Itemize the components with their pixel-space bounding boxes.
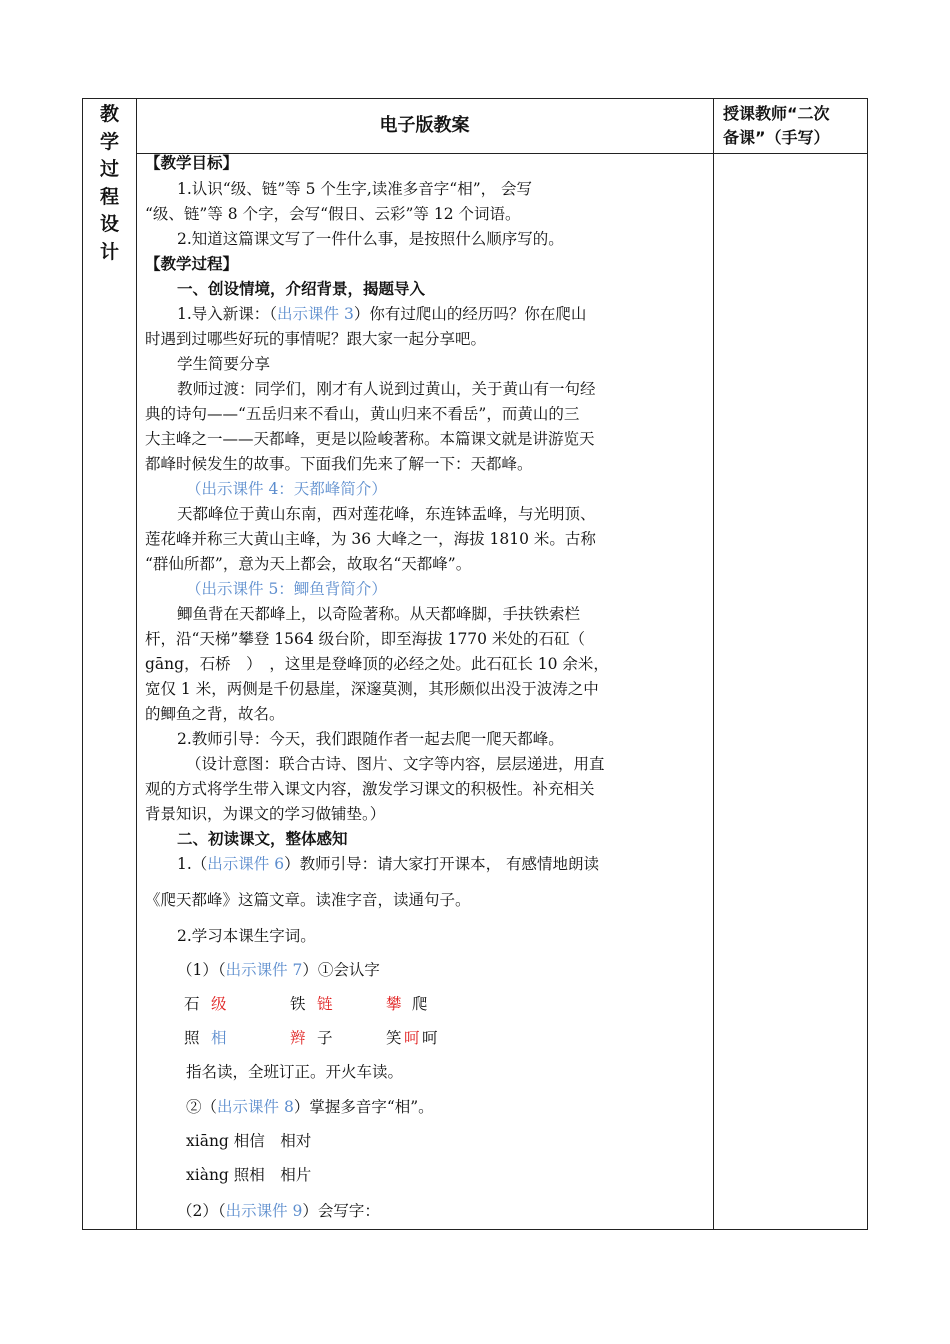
text-line — [177, 852, 599, 874]
text-line: 的鲫鱼之背，故名。 — [145, 705, 285, 723]
text-line: 背景知识，为课文的学习做铺垫。） — [145, 805, 386, 823]
vocab-char: 铁 — [290, 995, 306, 1013]
text-span: 1.导入新课：（ — [177, 305, 278, 323]
text-line: 指名读，全班订正。开火车读。 — [186, 1063, 404, 1081]
column-divider — [713, 99, 714, 1229]
vocab-char-polyphone: 相 — [211, 1029, 227, 1047]
text-line: 2.知道这篇课文写了一件什么事，是按照什么顺序写的。 — [177, 230, 564, 248]
courseware-link[interactable]: 出示课件 4：天都峰简介 — [201, 480, 372, 498]
text-line: 《爬天都峰》这篇文章。读准字音，读通句子。 — [145, 891, 471, 909]
section-heading-process: 【教学过程】 — [145, 255, 239, 273]
text-line — [177, 302, 586, 324]
vocab-char: 石 — [184, 995, 200, 1013]
text-line — [177, 1199, 380, 1221]
text-line: 学生简要分享 — [177, 355, 271, 373]
vocab-char: 呵 — [422, 1029, 438, 1047]
text-span: ）会写字： — [302, 1202, 380, 1220]
vocab-char: 照 — [184, 1029, 200, 1047]
text-line: xiāng 相信 相对 — [186, 1132, 312, 1150]
column-divider — [136, 99, 137, 1229]
text-span: ） — [371, 480, 387, 498]
text-line: 鲫鱼背在天都峰上，以奇险著称。从天都峰脚，手扶铁索栏 — [177, 605, 581, 623]
text-line: 2.学习本课生字词。 — [177, 927, 316, 945]
text-line: 都峰时候发生的故事。下面我们先来了解一下：天都峰。 — [145, 455, 533, 473]
text-line: 天都峰位于黄山东南，西对莲花峰，东连钵盂峰，与光明顶、 — [177, 505, 596, 523]
text-line: 1.认识“级、链”等 5 个生字,读准多音字“相”， 会写 — [177, 180, 533, 198]
text-line: 宽仅 1 米，两侧是千仞悬崖，深邃莫测，其形颇似出没于波涛之中 — [145, 680, 599, 698]
vocab-char: 子 — [317, 1029, 333, 1047]
text-line: 教师过渡：同学们，刚才有人说到过黄山，关于黄山有一句经 — [177, 380, 596, 398]
side-title-char: 教 — [99, 103, 119, 125]
courseware-link[interactable]: 出示课件 6 — [207, 855, 285, 873]
teacher-notes-header-line: 授课教师“二次 — [723, 104, 830, 123]
text-line: （设计意图：联合古诗、图片、文字等内容，层层递进，用直 — [186, 755, 605, 773]
text-line: 大主峰之一——天都峰，更是以险峻著称。本篇课文就是讲游览天 — [145, 430, 595, 448]
subsection-heading: 一、创设情境，介绍背景，揭题导入 — [177, 280, 426, 298]
courseware-link[interactable]: 出示课件 3 — [277, 305, 354, 323]
text-line: 观的方式将学生带入课文内容，激发学习课文的积极性。补充相关 — [145, 780, 595, 798]
text-line — [186, 1095, 434, 1117]
text-line: “群仙所都”，意为天上都会，故取名“天都峰”。 — [145, 555, 472, 573]
text-line — [186, 477, 387, 499]
vocab-char-new: 链 — [317, 995, 333, 1013]
text-span: ） — [371, 580, 387, 598]
text-span: ）教师引导：请大家打开课本， 有感情地朗读 — [284, 855, 600, 873]
text-span: （ — [186, 580, 202, 598]
side-title-char: 过 — [99, 158, 119, 180]
courseware-link[interactable]: 出示课件 8 — [217, 1098, 294, 1116]
text-line — [186, 577, 387, 599]
text-span: （1）（ — [177, 961, 226, 979]
courseware-link[interactable]: 出示课件 9 — [225, 1202, 303, 1220]
side-title — [83, 101, 136, 266]
side-title-char: 设 — [99, 213, 119, 235]
subsection-heading: 二、初读课文，整体感知 — [177, 830, 348, 848]
teacher-notes-header — [713, 99, 869, 153]
vocab-char-new: 呵 — [404, 1029, 420, 1047]
teacher-notes-header-line: 备课”（手写） — [723, 128, 830, 147]
courseware-link[interactable]: 出示课件 5：鲫鱼背简介 — [201, 580, 372, 598]
text-line: 杆，沿“天梯”攀登 1564 级台阶，即至海拔 1770 米处的石矼（ — [145, 630, 585, 648]
section-heading-goals: 【教学目标】 — [145, 154, 239, 172]
side-title-char: 学 — [99, 130, 119, 153]
text-span: ）你有过爬山的经历吗？你在爬山 — [353, 305, 587, 323]
text-span: ）掌握多音字“相”。 — [293, 1098, 434, 1116]
text-span: ②（ — [186, 1098, 218, 1116]
text-line: 莲花峰并称三大黄山主峰，为 36 大峰之一，海拔 1810 米。古称 — [145, 530, 596, 548]
text-span: 1.（ — [177, 855, 208, 873]
text-span: ）①会认字 — [302, 961, 380, 979]
courseware-link[interactable]: 出示课件 7 — [225, 961, 303, 979]
vocab-char-new: 攀 — [386, 995, 402, 1013]
vocab-char-new: 级 — [211, 995, 227, 1013]
page-title: 电子版教案 — [379, 115, 470, 136]
side-title-char: 计 — [99, 240, 119, 263]
text-span: （2）（ — [177, 1202, 226, 1220]
text-span: （ — [186, 480, 202, 498]
text-line: xiàng 照相 相片 — [186, 1166, 312, 1184]
row-divider — [136, 153, 867, 154]
side-title-char: 程 — [99, 185, 119, 208]
text-line: 时遇到过哪些好玩的事情呢？跟大家一起分享吧。 — [145, 330, 487, 348]
text-line: 2.教师引导：今天，我们跟随作者一起去爬一爬天都峰。 — [177, 730, 564, 748]
vocab-char: 爬 — [412, 995, 428, 1013]
text-line: gāng，石桥 ） ，这里是登峰顶的必经之处。此石矼长 10 余米， — [145, 655, 609, 673]
text-line: “级、链”等 8 个字，会写“假日、云彩”等 12 个词语。 — [145, 205, 521, 223]
text-line — [177, 958, 380, 980]
text-line: 典的诗句——“五岳归来不看山，黄山归来不看岳”，而黄山的三 — [145, 405, 580, 423]
vocab-char-new: 辫 — [290, 1029, 306, 1047]
vocab-char: 笑 — [386, 1029, 402, 1047]
